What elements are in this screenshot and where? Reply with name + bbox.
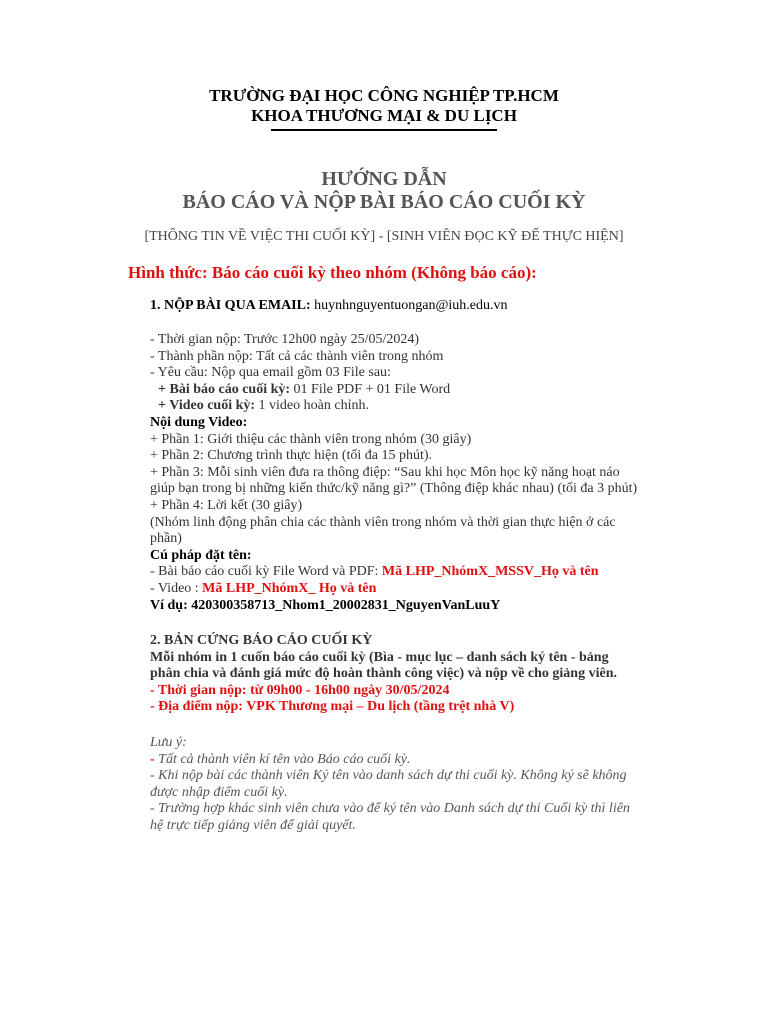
naming-heading: Cú pháp đặt tên:	[150, 547, 252, 563]
note-2-cont: được nhập điểm cuối kỳ.	[150, 784, 288, 800]
naming-video-pattern: Mã LHP_NhómX_ Họ và tên	[202, 580, 377, 596]
note-1-dash: -	[150, 751, 159, 767]
hardcopy-place: - Địa điểm nộp: VPK Thương mại – Du lịch (tầng trệt nhà V)	[150, 699, 515, 715]
video-part-3-cont: giúp bạn trong bị những kiến thức/kỹ năng gì?” (Thông điệp khác nhau) (tối đa 3 phút)	[150, 481, 638, 497]
note-1-text: Tất cả thành viên kí tên vào Báo cáo cuối kỳ.	[158, 751, 411, 767]
notes-section	[150, 735, 630, 835]
doc-title-line2: BÁO CÁO VÀ NỘP BÀI BÁO CÁO CUỐI KỲ	[182, 191, 586, 213]
members-text: - Thành phần nộp: Tất cả các thành viên trong nhóm	[150, 348, 444, 364]
hardcopy-time: - Thời gian nộp: từ 09h00 - 16h00 ngày 30/05/2024	[150, 682, 450, 698]
school-name: TRƯỜNG ĐẠI HỌC CÔNG NGHIỆP TP.HCM	[209, 86, 559, 105]
file1-label: + Bài báo cáo cuối kỳ:	[158, 381, 291, 397]
video-part-1: + Phần 1: Giới thiệu các thành viên trong nhóm (30 giây)	[150, 431, 472, 447]
group-note-cont: phần)	[150, 531, 182, 547]
file2-text: 1 video hoàn chỉnh.	[255, 398, 369, 414]
section1-title: 1. NỘP BÀI QUA EMAIL:	[150, 298, 315, 313]
file1-text: 01 File PDF + 01 File Word	[290, 381, 451, 397]
faculty-name: KHOA THƯƠNG MẠI & DU LỊCH	[251, 106, 517, 125]
header-divider	[271, 129, 497, 131]
doc-subtitle: [THÔNG TIN VỀ VIỆC THI CUỐI KỲ] - [SINH VIÊN ĐỌC KỸ ĐỂ THỰC HIỆN]	[144, 229, 624, 244]
naming-video-line	[150, 581, 637, 598]
naming-video-label: - Video :	[150, 580, 203, 596]
section2-heading: 2. BẢN CỨNG BÁO CÁO CUỐI KỲ	[150, 633, 373, 648]
section1-body	[150, 332, 637, 614]
section1-heading	[150, 298, 507, 315]
note-3: - Trường hợp khác sinh viên chưa vào để ký tên vào Danh sách dự thi Cuối kỳ thì liên	[150, 801, 630, 817]
note-1	[150, 752, 630, 769]
section2-description: Mỗi nhóm in 1 cuốn báo cáo cuối kỳ (Bìa - mục lục – danh sách ký tên - bảng	[150, 649, 609, 665]
section2	[150, 633, 617, 716]
naming-report-pattern: Mã LHP_NhómX_MSSV_Họ và tên	[381, 564, 599, 580]
submission-email: huynhnguyentuongan@iuh.edu.vn	[314, 298, 508, 313]
section2-description-cont: phân chia và đánh giá mức độ hoàn thành công việc) và nộp về cho giảng viên.	[150, 666, 617, 682]
note-3-cont: hệ trực tiếp giảng viên để giải quyết.	[150, 817, 356, 833]
note-2: - Khi nộp bài các thành viên Ký tên vào danh sách dự thi cuối kỳ. Không ký sẽ không	[150, 768, 627, 784]
video-part-4: + Phần 4: Lời kết (30 giây)	[150, 497, 303, 513]
video-heading: Nội dung Video:	[150, 414, 248, 430]
notes-heading: Lưu ý:	[150, 735, 187, 750]
doc-title: HƯỚNG DẪN	[321, 168, 447, 190]
naming-report-line	[150, 564, 637, 581]
video-part-2: + Phần 2: Chương trình thực hiện (tối đa 15 phút).	[150, 448, 433, 464]
group-note: (Nhóm linh động phân chia các thành viên trong nhóm và thời gian thực hiện ở các	[150, 514, 616, 530]
naming-report-label: - Bài báo cáo cuối kỳ File Word và PDF:	[150, 564, 382, 580]
video-part-3: + Phần 3: Mỗi sinh viên đưa ra thông điệp: “Sau khi học Môn học kỹ năng hoạt náo	[150, 464, 620, 480]
file2-label: + Video cuối kỳ:	[158, 398, 256, 414]
naming-example: Ví dụ: 420300358713_Nhom1_20002831_NguyenVanLuuY	[150, 597, 501, 613]
file1-line	[150, 382, 637, 399]
deadline-text: - Thời gian nộp: Trước 12h00 ngày 25/05/2024)	[150, 332, 420, 347]
file2-line	[150, 398, 637, 415]
requirement-text: - Yêu cầu: Nộp qua email gồm 03 File sau:	[150, 365, 391, 381]
format-heading: Hình thức: Báo cáo cuối kỳ theo nhóm (Không báo cáo):	[128, 263, 537, 282]
